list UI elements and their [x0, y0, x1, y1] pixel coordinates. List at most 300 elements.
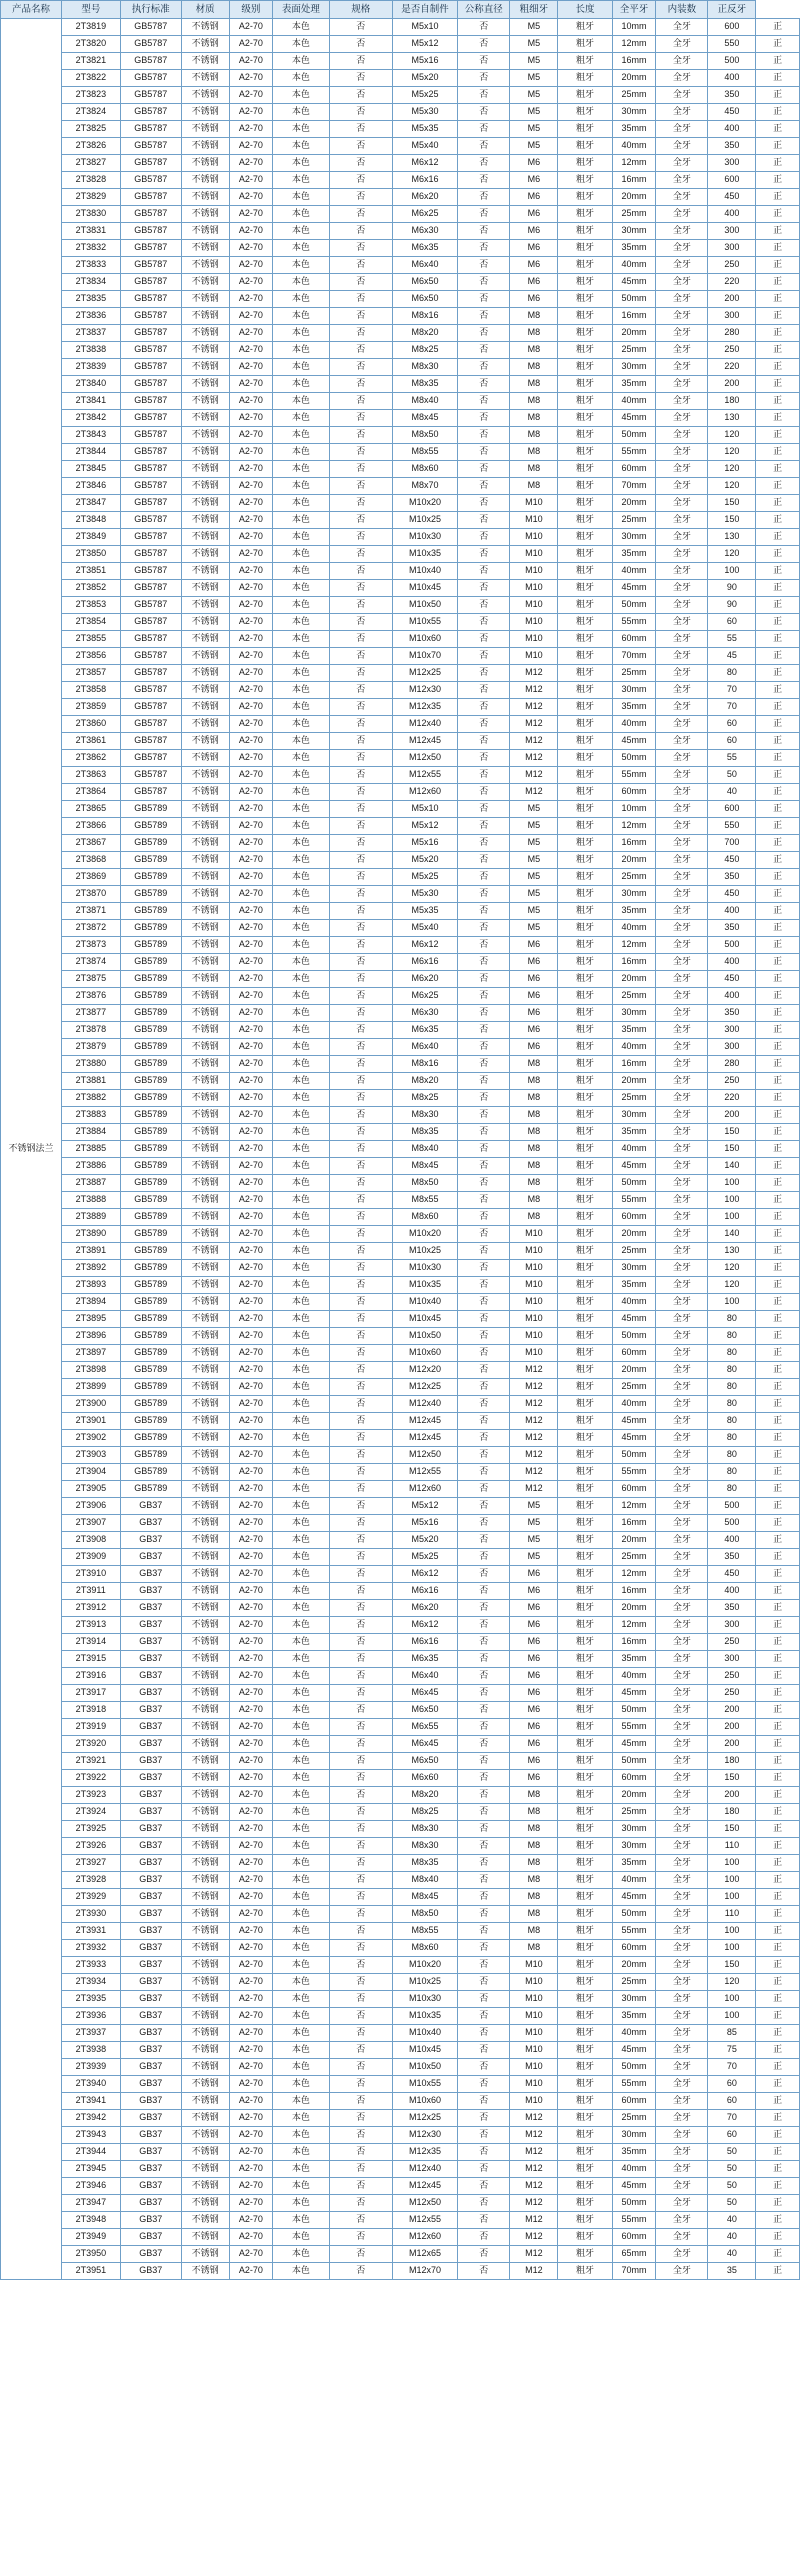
- cell-材质: 不锈钢: [181, 1073, 229, 1090]
- cell-全平牙: 60mm: [612, 631, 656, 648]
- cell-材质: 不锈钢: [181, 954, 229, 971]
- cell-undefined: 正: [756, 1413, 800, 1430]
- cell-长度: 粗牙: [558, 410, 612, 427]
- cell-型号: 2T3856: [61, 648, 120, 665]
- table-row: [1, 2263, 800, 2280]
- cell-正反牙: 350: [708, 920, 756, 937]
- cell-undefined: 正: [756, 410, 800, 427]
- cell-长度: 粗牙: [558, 2110, 612, 2127]
- cell-长度: 粗牙: [558, 2008, 612, 2025]
- table-header: [1, 1, 800, 19]
- cell-内装数: 全牙: [656, 699, 708, 716]
- cell-执行标准: GB5789: [120, 1175, 181, 1192]
- cell-规格: 否: [329, 1141, 392, 1158]
- cell-执行标准: GB37: [120, 1753, 181, 1770]
- cell-级别: A2-70: [229, 1328, 273, 1345]
- cell-材质: 不锈钢: [181, 2246, 229, 2263]
- cell-粗细牙: M10: [510, 648, 558, 665]
- cell-内装数: 全牙: [656, 325, 708, 342]
- cell-表面处理: 本色: [273, 1345, 330, 1362]
- cell-规格: 否: [329, 1311, 392, 1328]
- cell-长度: 粗牙: [558, 716, 612, 733]
- cell-公称直径: 否: [458, 512, 510, 529]
- cell-公称直径: 否: [458, 1532, 510, 1549]
- cell-正反牙: 100: [708, 1209, 756, 1226]
- cell-粗细牙: M12: [510, 767, 558, 784]
- cell-型号: 2T3872: [61, 920, 120, 937]
- cell-型号: 2T3862: [61, 750, 120, 767]
- table-row: [1, 1090, 800, 1107]
- cell-级别: A2-70: [229, 1209, 273, 1226]
- cell-内装数: 全牙: [656, 1158, 708, 1175]
- cell-长度: 粗牙: [558, 189, 612, 206]
- cell-是否自制件: M5x16: [392, 1515, 457, 1532]
- table-row: [1, 2246, 800, 2263]
- cell-粗细牙: M12: [510, 1430, 558, 1447]
- cell-型号: 2T3844: [61, 444, 120, 461]
- cell-是否自制件: M6x60: [392, 1770, 457, 1787]
- cell-粗细牙: M8: [510, 1056, 558, 1073]
- cell-内装数: 全牙: [656, 1821, 708, 1838]
- cell-正反牙: 80: [708, 1345, 756, 1362]
- cell-全平牙: 35mm: [612, 903, 656, 920]
- cell-全平牙: 35mm: [612, 2144, 656, 2161]
- cell-是否自制件: M6x12: [392, 1617, 457, 1634]
- cell-型号: 2T3838: [61, 342, 120, 359]
- cell-内装数: 全牙: [656, 1600, 708, 1617]
- cell-材质: 不锈钢: [181, 801, 229, 818]
- cell-规格: 否: [329, 444, 392, 461]
- table-row: [1, 2229, 800, 2246]
- cell-正反牙: 350: [708, 1600, 756, 1617]
- cell-内装数: 全牙: [656, 1124, 708, 1141]
- cell-内装数: 全牙: [656, 2229, 708, 2246]
- cell-undefined: 正: [756, 87, 800, 104]
- table-row: [1, 886, 800, 903]
- cell-正反牙: 200: [708, 1702, 756, 1719]
- cell-级别: A2-70: [229, 869, 273, 886]
- cell-undefined: 正: [756, 1260, 800, 1277]
- cell-是否自制件: M5x25: [392, 87, 457, 104]
- cell-内装数: 全牙: [656, 2110, 708, 2127]
- cell-型号: 2T3846: [61, 478, 120, 495]
- cell-是否自制件: M10x30: [392, 1260, 457, 1277]
- cell-正反牙: 40: [708, 784, 756, 801]
- cell-粗细牙: M6: [510, 1634, 558, 1651]
- cell-粗细牙: M10: [510, 529, 558, 546]
- cell-材质: 不锈钢: [181, 835, 229, 852]
- cell-级别: A2-70: [229, 784, 273, 801]
- cell-型号: 2T3946: [61, 2178, 120, 2195]
- cell-undefined: 正: [756, 223, 800, 240]
- cell-长度: 粗牙: [558, 1056, 612, 1073]
- cell-级别: A2-70: [229, 1498, 273, 1515]
- cell-全平牙: 20mm: [612, 189, 656, 206]
- cell-正反牙: 500: [708, 1515, 756, 1532]
- cell-是否自制件: M5x12: [392, 818, 457, 835]
- cell-公称直径: 否: [458, 1056, 510, 1073]
- cell-内装数: 全牙: [656, 1991, 708, 2008]
- cell-undefined: 正: [756, 665, 800, 682]
- cell-材质: 不锈钢: [181, 1413, 229, 1430]
- cell-是否自制件: M8x70: [392, 478, 457, 495]
- cell-粗细牙: M5: [510, 801, 558, 818]
- cell-级别: A2-70: [229, 1566, 273, 1583]
- cell-材质: 不锈钢: [181, 410, 229, 427]
- cell-是否自制件: M6x55: [392, 1719, 457, 1736]
- cell-内装数: 全牙: [656, 2263, 708, 2280]
- cell-执行标准: GB5787: [120, 699, 181, 716]
- cell-内装数: 全牙: [656, 2212, 708, 2229]
- cell-材质: 不锈钢: [181, 1702, 229, 1719]
- cell-公称直径: 否: [458, 597, 510, 614]
- cell-级别: A2-70: [229, 1311, 273, 1328]
- cell-材质: 不锈钢: [181, 1957, 229, 1974]
- table-row: [1, 1107, 800, 1124]
- cell-undefined: 正: [756, 1328, 800, 1345]
- cell-全平牙: 16mm: [612, 1515, 656, 1532]
- cell-型号: 2T3904: [61, 1464, 120, 1481]
- cell-全平牙: 20mm: [612, 1073, 656, 1090]
- cell-执行标准: GB37: [120, 1736, 181, 1753]
- cell-是否自制件: M6x16: [392, 1634, 457, 1651]
- cell-型号: 2T3931: [61, 1923, 120, 1940]
- cell-粗细牙: M8: [510, 1192, 558, 1209]
- cell-内装数: 全牙: [656, 733, 708, 750]
- cell-内装数: 全牙: [656, 920, 708, 937]
- cell-型号: 2T3927: [61, 1855, 120, 1872]
- cell-公称直径: 否: [458, 2127, 510, 2144]
- cell-长度: 粗牙: [558, 1923, 612, 1940]
- cell-正反牙: 450: [708, 886, 756, 903]
- cell-全平牙: 40mm: [612, 1039, 656, 1056]
- cell-表面处理: 本色: [273, 155, 330, 172]
- cell-表面处理: 本色: [273, 1481, 330, 1498]
- cell-全平牙: 50mm: [612, 1702, 656, 1719]
- table-row: [1, 1974, 800, 1991]
- cell-全平牙: 25mm: [612, 342, 656, 359]
- cell-是否自制件: M12x40: [392, 1396, 457, 1413]
- product-category-cell: 不锈钢法兰: [1, 19, 62, 2280]
- cell-正反牙: 80: [708, 1430, 756, 1447]
- cell-全平牙: 25mm: [612, 869, 656, 886]
- cell-级别: A2-70: [229, 1770, 273, 1787]
- cell-undefined: 正: [756, 172, 800, 189]
- cell-全平牙: 55mm: [612, 1464, 656, 1481]
- cell-正反牙: 500: [708, 937, 756, 954]
- cell-undefined: 正: [756, 546, 800, 563]
- cell-材质: 不锈钢: [181, 2144, 229, 2161]
- cell-粗细牙: M10: [510, 580, 558, 597]
- cell-材质: 不锈钢: [181, 359, 229, 376]
- cell-内装数: 全牙: [656, 393, 708, 410]
- cell-全平牙: 45mm: [612, 580, 656, 597]
- cell-正反牙: 50: [708, 767, 756, 784]
- cell-规格: 否: [329, 1855, 392, 1872]
- cell-执行标准: GB5789: [120, 818, 181, 835]
- table-row: [1, 308, 800, 325]
- cell-undefined: 正: [756, 2178, 800, 2195]
- cell-正反牙: 350: [708, 1549, 756, 1566]
- cell-内装数: 全牙: [656, 886, 708, 903]
- cell-是否自制件: M10x30: [392, 1991, 457, 2008]
- cell-是否自制件: M12x35: [392, 699, 457, 716]
- cell-级别: A2-70: [229, 920, 273, 937]
- cell-级别: A2-70: [229, 1600, 273, 1617]
- table-row: [1, 1855, 800, 1872]
- cell-型号: 2T3841: [61, 393, 120, 410]
- cell-执行标准: GB5787: [120, 733, 181, 750]
- cell-全平牙: 35mm: [612, 1124, 656, 1141]
- table-row: [1, 801, 800, 818]
- cell-公称直径: 否: [458, 1974, 510, 1991]
- table-row: [1, 1226, 800, 1243]
- cell-全平牙: 40mm: [612, 1396, 656, 1413]
- cell-材质: 不锈钢: [181, 1464, 229, 1481]
- cell-undefined: 正: [756, 2008, 800, 2025]
- cell-长度: 粗牙: [558, 563, 612, 580]
- cell-型号: 2T3866: [61, 818, 120, 835]
- cell-内装数: 全牙: [656, 1362, 708, 1379]
- cell-粗细牙: M8: [510, 1073, 558, 1090]
- table-row: [1, 19, 800, 36]
- cell-规格: 否: [329, 1090, 392, 1107]
- cell-长度: 粗牙: [558, 1617, 612, 1634]
- cell-undefined: 正: [756, 614, 800, 631]
- cell-内装数: 全牙: [656, 223, 708, 240]
- cell-执行标准: GB37: [120, 2195, 181, 2212]
- table-row: [1, 1923, 800, 1940]
- cell-型号: 2T3873: [61, 937, 120, 954]
- cell-公称直径: 否: [458, 1855, 510, 1872]
- cell-是否自制件: M10x40: [392, 563, 457, 580]
- column-header-2: 执行标准: [120, 1, 181, 19]
- cell-级别: A2-70: [229, 257, 273, 274]
- cell-级别: A2-70: [229, 1617, 273, 1634]
- cell-长度: 粗牙: [558, 2212, 612, 2229]
- cell-粗细牙: M10: [510, 546, 558, 563]
- cell-型号: 2T3903: [61, 1447, 120, 1464]
- cell-材质: 不锈钢: [181, 988, 229, 1005]
- table-row: [1, 1668, 800, 1685]
- cell-正反牙: 130: [708, 529, 756, 546]
- cell-长度: 粗牙: [558, 1243, 612, 1260]
- cell-规格: 否: [329, 1464, 392, 1481]
- cell-型号: 2T3937: [61, 2025, 120, 2042]
- cell-长度: 粗牙: [558, 767, 612, 784]
- cell-材质: 不锈钢: [181, 2042, 229, 2059]
- cell-长度: 粗牙: [558, 614, 612, 631]
- cell-粗细牙: M8: [510, 308, 558, 325]
- cell-长度: 粗牙: [558, 886, 612, 903]
- cell-公称直径: 否: [458, 1702, 510, 1719]
- cell-内装数: 全牙: [656, 835, 708, 852]
- cell-表面处理: 本色: [273, 971, 330, 988]
- cell-是否自制件: M12x50: [392, 750, 457, 767]
- table-row: [1, 1192, 800, 1209]
- cell-型号: 2T3893: [61, 1277, 120, 1294]
- cell-材质: 不锈钢: [181, 1991, 229, 2008]
- cell-执行标准: GB5789: [120, 1379, 181, 1396]
- table-row: [1, 53, 800, 70]
- table-row: [1, 410, 800, 427]
- cell-长度: 粗牙: [558, 648, 612, 665]
- cell-规格: 否: [329, 665, 392, 682]
- cell-长度: 粗牙: [558, 835, 612, 852]
- cell-全平牙: 10mm: [612, 801, 656, 818]
- cell-级别: A2-70: [229, 1515, 273, 1532]
- cell-正反牙: 120: [708, 461, 756, 478]
- cell-正反牙: 220: [708, 1090, 756, 1107]
- cell-材质: 不锈钢: [181, 1481, 229, 1498]
- table-row: [1, 1447, 800, 1464]
- cell-规格: 否: [329, 410, 392, 427]
- cell-是否自制件: M8x20: [392, 1073, 457, 1090]
- cell-正反牙: 180: [708, 1753, 756, 1770]
- cell-规格: 否: [329, 1430, 392, 1447]
- cell-全平牙: 40mm: [612, 716, 656, 733]
- cell-内装数: 全牙: [656, 2161, 708, 2178]
- cell-材质: 不锈钢: [181, 767, 229, 784]
- cell-内装数: 全牙: [656, 750, 708, 767]
- cell-公称直径: 否: [458, 937, 510, 954]
- cell-执行标准: GB37: [120, 2246, 181, 2263]
- cell-公称直径: 否: [458, 1583, 510, 1600]
- cell-级别: A2-70: [229, 1260, 273, 1277]
- cell-粗细牙: M12: [510, 2110, 558, 2127]
- cell-表面处理: 本色: [273, 2229, 330, 2246]
- cell-材质: 不锈钢: [181, 1821, 229, 1838]
- cell-内装数: 全牙: [656, 410, 708, 427]
- cell-级别: A2-70: [229, 1583, 273, 1600]
- cell-级别: A2-70: [229, 1362, 273, 1379]
- table-row: [1, 818, 800, 835]
- table-row: [1, 1141, 800, 1158]
- cell-粗细牙: M10: [510, 614, 558, 631]
- cell-undefined: 正: [756, 291, 800, 308]
- cell-公称直径: 否: [458, 1600, 510, 1617]
- cell-粗细牙: M12: [510, 2212, 558, 2229]
- table-row: [1, 1277, 800, 1294]
- cell-内装数: 全牙: [656, 1328, 708, 1345]
- cell-型号: 2T3910: [61, 1566, 120, 1583]
- cell-型号: 2T3908: [61, 1532, 120, 1549]
- cell-全平牙: 12mm: [612, 155, 656, 172]
- cell-规格: 否: [329, 2178, 392, 2195]
- cell-执行标准: GB5789: [120, 852, 181, 869]
- cell-是否自制件: M10x40: [392, 2025, 457, 2042]
- cell-执行标准: GB5787: [120, 716, 181, 733]
- cell-全平牙: 55mm: [612, 2212, 656, 2229]
- table-row: [1, 325, 800, 342]
- cell-规格: 否: [329, 903, 392, 920]
- cell-规格: 否: [329, 155, 392, 172]
- cell-undefined: 正: [756, 308, 800, 325]
- cell-级别: A2-70: [229, 1906, 273, 1923]
- cell-型号: 2T3948: [61, 2212, 120, 2229]
- table-row: [1, 1158, 800, 1175]
- cell-全平牙: 50mm: [612, 1175, 656, 1192]
- cell-粗细牙: M8: [510, 342, 558, 359]
- cell-规格: 否: [329, 1498, 392, 1515]
- cell-粗细牙: M12: [510, 2246, 558, 2263]
- cell-正反牙: 50: [708, 2161, 756, 2178]
- cell-规格: 否: [329, 631, 392, 648]
- cell-型号: 2T3825: [61, 121, 120, 138]
- cell-是否自制件: M12x65: [392, 2246, 457, 2263]
- cell-是否自制件: M6x45: [392, 1685, 457, 1702]
- table-row: [1, 1702, 800, 1719]
- cell-规格: 否: [329, 1294, 392, 1311]
- cell-内装数: 全牙: [656, 1923, 708, 1940]
- cell-型号: 2T3833: [61, 257, 120, 274]
- cell-型号: 2T3944: [61, 2144, 120, 2161]
- cell-级别: A2-70: [229, 172, 273, 189]
- cell-材质: 不锈钢: [181, 1107, 229, 1124]
- cell-内装数: 全牙: [656, 257, 708, 274]
- cell-公称直径: 否: [458, 189, 510, 206]
- cell-材质: 不锈钢: [181, 1243, 229, 1260]
- cell-全平牙: 40mm: [612, 920, 656, 937]
- cell-内装数: 全牙: [656, 2246, 708, 2263]
- cell-材质: 不锈钢: [181, 1719, 229, 1736]
- cell-全平牙: 35mm: [612, 699, 656, 716]
- cell-是否自制件: M10x50: [392, 1328, 457, 1345]
- cell-材质: 不锈钢: [181, 342, 229, 359]
- cell-内装数: 全牙: [656, 2093, 708, 2110]
- cell-全平牙: 35mm: [612, 240, 656, 257]
- cell-内装数: 全牙: [656, 1430, 708, 1447]
- cell-是否自制件: M8x40: [392, 1872, 457, 1889]
- cell-级别: A2-70: [229, 87, 273, 104]
- cell-undefined: 正: [756, 937, 800, 954]
- cell-型号: 2T3848: [61, 512, 120, 529]
- cell-材质: 不锈钢: [181, 1787, 229, 1804]
- cell-内装数: 全牙: [656, 801, 708, 818]
- cell-正反牙: 50: [708, 2144, 756, 2161]
- cell-长度: 粗牙: [558, 1430, 612, 1447]
- cell-材质: 不锈钢: [181, 1328, 229, 1345]
- table-row: [1, 2076, 800, 2093]
- cell-型号: 2T3865: [61, 801, 120, 818]
- cell-正反牙: 55: [708, 750, 756, 767]
- cell-执行标准: GB37: [120, 1515, 181, 1532]
- cell-表面处理: 本色: [273, 1855, 330, 1872]
- cell-是否自制件: M8x30: [392, 1838, 457, 1855]
- cell-全平牙: 25mm: [612, 988, 656, 1005]
- cell-粗细牙: M8: [510, 1906, 558, 1923]
- cell-执行标准: GB5787: [120, 682, 181, 699]
- cell-执行标准: GB5787: [120, 478, 181, 495]
- cell-内装数: 全牙: [656, 461, 708, 478]
- cell-是否自制件: M10x60: [392, 631, 457, 648]
- cell-是否自制件: M10x60: [392, 1345, 457, 1362]
- cell-级别: A2-70: [229, 597, 273, 614]
- cell-执行标准: GB5789: [120, 1413, 181, 1430]
- cell-表面处理: 本色: [273, 1498, 330, 1515]
- cell-公称直径: 否: [458, 1362, 510, 1379]
- table-row: [1, 563, 800, 580]
- cell-正反牙: 250: [708, 1685, 756, 1702]
- table-row: [1, 580, 800, 597]
- cell-表面处理: 本色: [273, 1770, 330, 1787]
- cell-正反牙: 50: [708, 2178, 756, 2195]
- cell-全平牙: 55mm: [612, 2076, 656, 2093]
- cell-表面处理: 本色: [273, 1702, 330, 1719]
- cell-表面处理: 本色: [273, 1549, 330, 1566]
- cell-表面处理: 本色: [273, 1464, 330, 1481]
- cell-级别: A2-70: [229, 1345, 273, 1362]
